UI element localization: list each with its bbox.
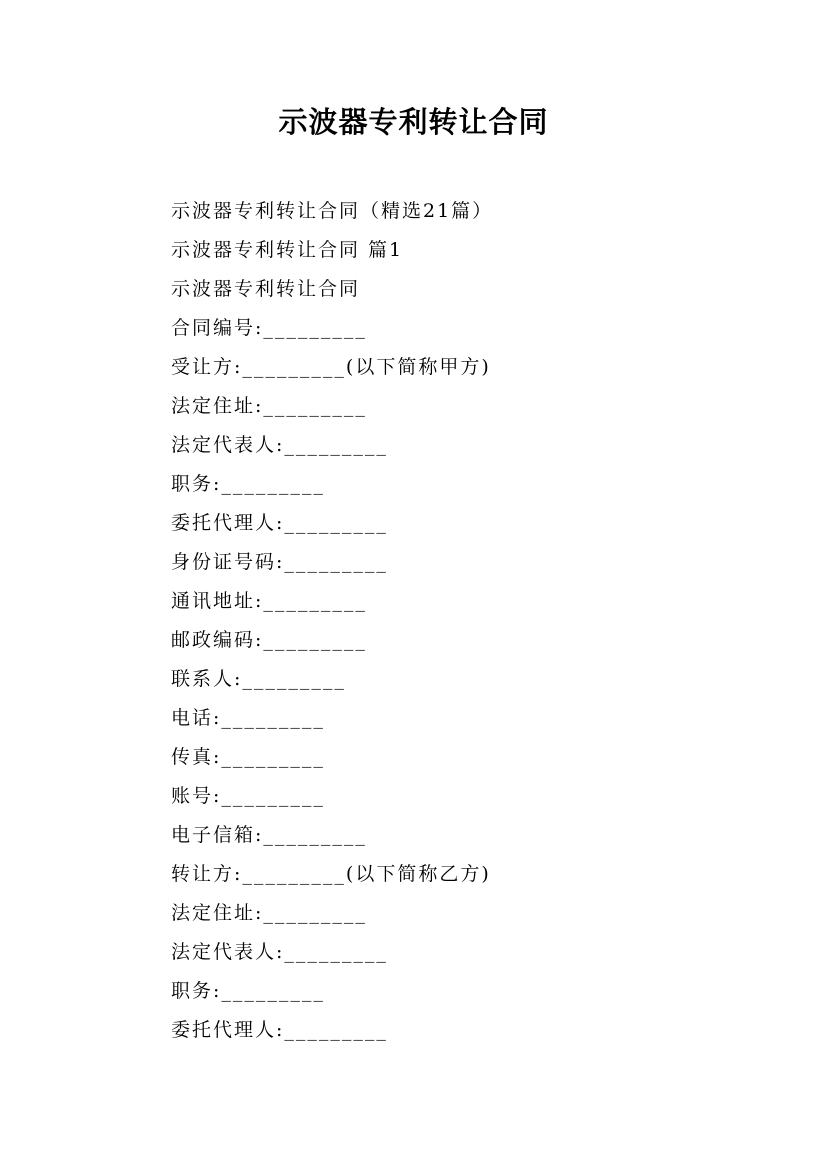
contract-number-field: 合同编号:_________ xyxy=(171,317,367,339)
assignee-field: 受让方:_________(以下简称甲方) xyxy=(171,356,491,378)
subtitle-line: 示波器专利转让合同（精选21篇） xyxy=(171,200,494,222)
assignee-fax-field: 传真:_________ xyxy=(171,746,325,768)
assignee-agent-field: 委托代理人:_________ xyxy=(171,512,388,534)
assignee-contact-field: 联系人:_________ xyxy=(171,668,346,690)
assignee-phone-field: 电话:_________ xyxy=(171,707,325,729)
section-heading: 示波器专利转让合同 篇1 xyxy=(171,239,404,261)
assignee-mailing-address-field: 通讯地址:_________ xyxy=(171,590,367,612)
contract-heading: 示波器专利转让合同 xyxy=(171,278,361,300)
assignee-legal-rep-field: 法定代表人:_________ xyxy=(171,434,388,456)
assignor-position-field: 职务:_________ xyxy=(171,980,325,1002)
assignor-agent-field: 委托代理人:_________ xyxy=(171,1019,388,1041)
document-body xyxy=(171,192,771,1050)
assignor-field: 转让方:_________(以下简称乙方) xyxy=(171,863,491,885)
assignee-position-field: 职务:_________ xyxy=(171,473,325,495)
assignee-id-number-field: 身份证号码:_________ xyxy=(171,551,388,573)
assignor-legal-rep-field: 法定代表人:_________ xyxy=(171,941,388,963)
document-title: 示波器专利转让合同 xyxy=(278,105,549,139)
assignor-address-field: 法定住址:_________ xyxy=(171,902,367,924)
assignee-account-field: 账号:_________ xyxy=(171,785,325,807)
assignee-postal-code-field: 邮政编码:_________ xyxy=(171,629,367,651)
assignee-email-field: 电子信箱:_________ xyxy=(171,824,367,846)
assignee-address-field: 法定住址:_________ xyxy=(171,395,367,417)
